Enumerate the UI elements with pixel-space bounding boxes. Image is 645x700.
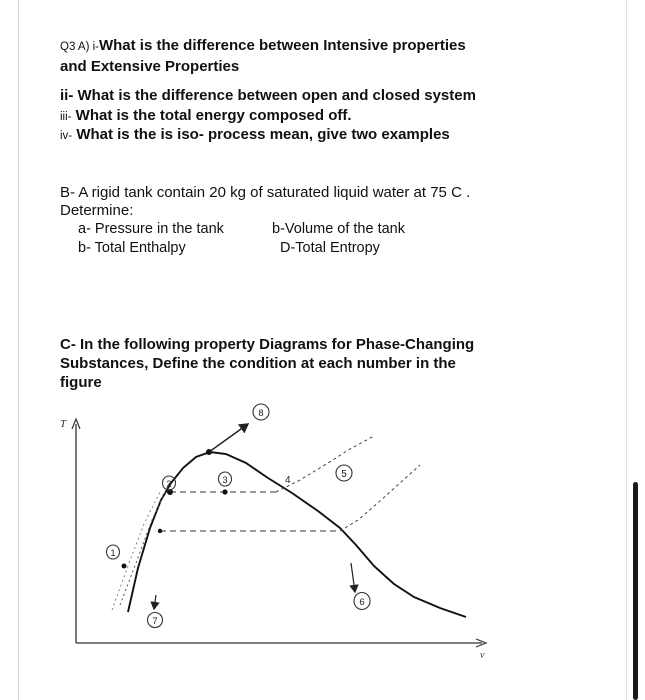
- state-point-3-dot: [222, 489, 227, 494]
- axis-x-label: v: [480, 650, 485, 661]
- label-7: [148, 613, 163, 628]
- superheated-line-upper: [276, 436, 374, 492]
- question-prefix: Q3 A) i-: [60, 41, 99, 53]
- question-b-b: b-Volume of the tank: [272, 221, 405, 237]
- arrow-to-8: [209, 424, 248, 452]
- label-7-text: 7: [152, 616, 158, 627]
- question-b-c: b- Total Enthalpy: [78, 240, 186, 256]
- question-a-iv-text: What is the is iso- process mean, give two examples: [76, 126, 450, 143]
- state-point-1-dot: [122, 564, 127, 569]
- label-6: [354, 593, 370, 610]
- question-b-d: D-Total Entropy: [280, 240, 380, 256]
- question-a-i-text: What is the difference between Intensive properties: [98, 37, 466, 54]
- question-c-line1: C- In the following property Diagrams for Phase-Changing: [60, 336, 475, 353]
- arrow-to-7: [154, 595, 156, 609]
- label-4: 4: [285, 475, 291, 486]
- question-c-line2: Substances, Define the condition at each number in the: [60, 355, 456, 372]
- question-a-ii: ii- What is the difference between open and closed system: [60, 87, 476, 104]
- saturation-dome: [128, 452, 466, 617]
- label-5: [336, 465, 352, 481]
- label-8-text: 8: [258, 408, 264, 419]
- label-8: [253, 404, 269, 420]
- question-b-a: a- Pressure in the tank: [78, 221, 224, 237]
- question-a-iii-prefix: iii-: [60, 111, 72, 123]
- label-3: [219, 472, 232, 486]
- question-a-iv-prefix: iv-: [60, 130, 73, 142]
- label-1: [107, 545, 120, 559]
- arrow-to-6: [351, 563, 355, 592]
- label-6-text: 6: [359, 597, 365, 608]
- label-3-text: 3: [222, 475, 228, 485]
- question-b-line2: Determine:: [60, 202, 134, 219]
- question-c-line3: figure: [60, 374, 102, 391]
- label-2: [163, 476, 176, 490]
- label-5-text: 5: [341, 469, 347, 480]
- label-2-text: 2: [166, 479, 172, 489]
- axis-y-label: T: [60, 418, 67, 430]
- question-a-i-line2: and Extensive Properties: [60, 58, 240, 75]
- question-a-iii-text: What is the total energy composed off.: [75, 107, 352, 124]
- question-b-line1: B- A rigid tank contain 20 kg of saturated liquid water at 75 C .: [60, 184, 471, 201]
- state-point-lower-dot: [158, 529, 162, 533]
- label-1-text: 1: [110, 548, 116, 558]
